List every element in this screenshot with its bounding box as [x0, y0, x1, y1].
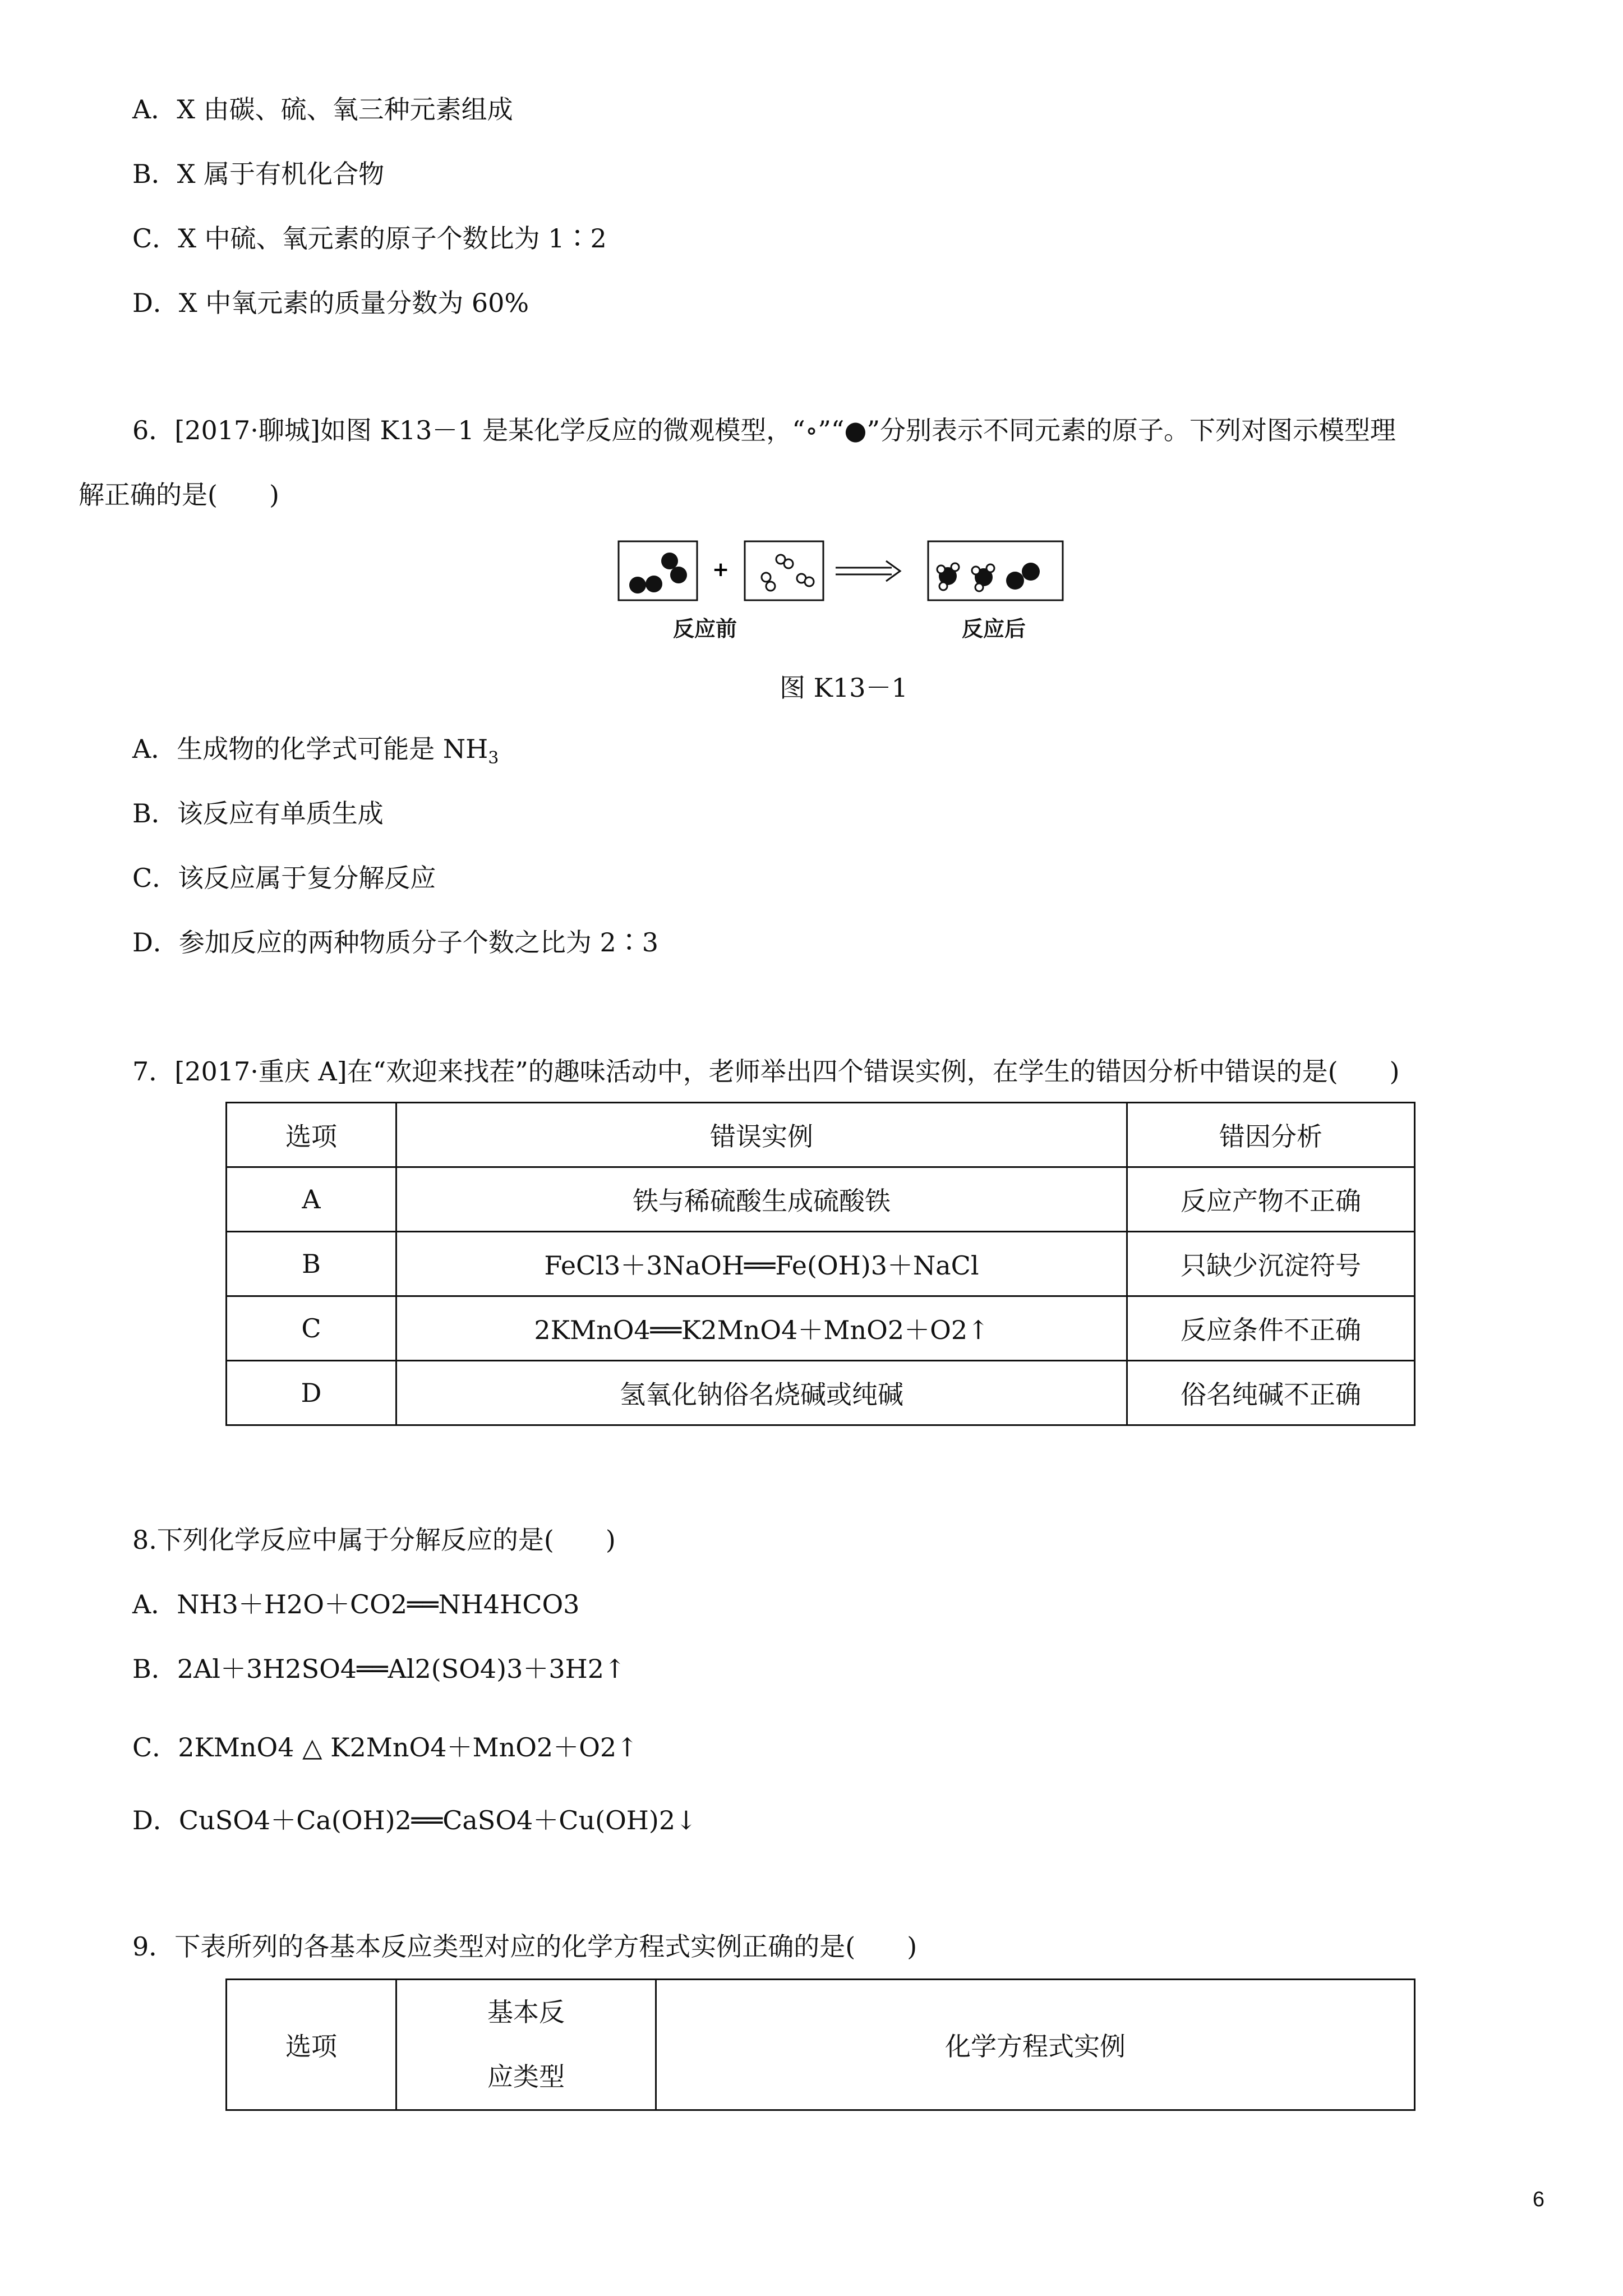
label-before-reaction: 反应前	[673, 616, 737, 641]
light-atom	[762, 573, 771, 582]
header-reaction-type-line1: 基本反	[487, 1997, 565, 2027]
table-header-row	[227, 1103, 1415, 1167]
q6-option-c: C．该反应属于复分解反应	[132, 863, 436, 893]
q5-option-a: A．X 由碳、硫、氧三种元素组成	[132, 94, 513, 125]
header-reason: 错因分析	[1127, 1103, 1415, 1167]
row-option: B	[227, 1232, 396, 1296]
q7-stem: 7．[2017·重庆 A]在“欢迎来找茬”的趣味活动中，老师举出四个错误实例，在学生的错因分析中错误的是( )	[132, 1056, 1400, 1087]
light-atom	[784, 559, 793, 568]
q6-stem-line2: 解正确的是( )	[79, 480, 279, 510]
reactant-box-2	[745, 541, 823, 600]
light-atom	[805, 577, 814, 586]
unreacted-dark-molecule	[1006, 563, 1040, 590]
row-option: D	[227, 1361, 396, 1425]
row-reason: 反应产物不正确	[1127, 1167, 1415, 1232]
reaction-micro-model-diagram	[611, 536, 1116, 648]
header-example: 错误实例	[396, 1103, 1127, 1167]
header-option: 选项	[227, 1980, 396, 2110]
table-row	[227, 1361, 1415, 1425]
q6-stem-line1: 6．[2017·聊城]如图 K13－1 是某化学反应的微观模型，“∘”“●”分别表示不同元素的原子。下列对图示模型理	[132, 415, 1396, 445]
dark-atom	[629, 577, 646, 593]
product-molecule	[937, 563, 959, 590]
page-number: 6	[1532, 2188, 1544, 2211]
table-row	[227, 1232, 1415, 1296]
q6-option-a	[132, 732, 499, 766]
light-atom	[766, 582, 775, 591]
row-example: 铁与稀硫酸生成硫酸铁	[396, 1167, 1127, 1232]
label-after-reaction: 反应后	[962, 616, 1026, 641]
dark-atom	[670, 567, 687, 583]
q9-stem: 9．下表所列的各基本反应类型对应的化学方程式实例正确的是( )	[132, 1931, 917, 1962]
plus-sign: +	[712, 558, 730, 581]
row-option: C	[227, 1296, 396, 1361]
product-molecule	[972, 564, 994, 591]
figure-caption: 图 K13－1	[780, 673, 908, 703]
header-reaction-type-line2: 应类型	[487, 2062, 565, 2092]
q6-option-a-text: A．生成物的化学式可能是 NH	[132, 734, 488, 764]
table-header-row	[227, 1980, 1415, 2110]
q6-option-a-subscript: 3	[488, 748, 499, 768]
q8-option-b: B．2Al＋3H2SO4══Al2(SO4)3＋3H2↑	[132, 1654, 626, 1684]
header-reaction-type	[396, 1980, 656, 2110]
reaction-arrow-icon	[836, 561, 900, 581]
q8-option-d: D．CuSO4＋Ca(OH)2══CaSO4＋Cu(OH)2↓	[132, 1805, 697, 1835]
row-option: A	[227, 1167, 396, 1232]
q8-option-c: C．2KMnO4 △ K2MnO4＋MnO2＋O2↑	[132, 1732, 638, 1763]
q6-option-d: D．参加反应的两种物质分子个数之比为 2∶3	[132, 927, 659, 958]
row-example: FeCl3＋3NaOH══Fe(OH)3＋NaCl	[396, 1232, 1127, 1296]
header-option: 选项	[227, 1103, 396, 1167]
q5-option-c: C．X 中硫、氧元素的原子个数比为 1∶2	[132, 223, 607, 254]
row-reason: 俗名纯碱不正确	[1127, 1361, 1415, 1425]
q9-table	[225, 1978, 1415, 2111]
q6-option-b: B．该反应有单质生成	[132, 798, 384, 829]
q7-table	[225, 1102, 1415, 1426]
row-example: 氢氧化钠俗名烧碱或纯碱	[396, 1361, 1127, 1425]
dark-atom	[645, 576, 662, 592]
q8-option-a: A．NH3＋H2O＋CO2══NH4HCO3	[132, 1589, 580, 1619]
row-example: 2KMnO4══K2MnO4＋MnO2＋O2↑	[396, 1296, 1127, 1361]
row-reason: 反应条件不正确	[1127, 1296, 1415, 1361]
row-reason: 只缺少沉淀符号	[1127, 1232, 1415, 1296]
q5-option-b: B．X 属于有机化合物	[132, 159, 385, 189]
header-equation-example: 化学方程式实例	[656, 1980, 1415, 2110]
table-row	[227, 1167, 1415, 1232]
table-row	[227, 1296, 1415, 1361]
q8-stem: 8.下列化学反应中属于分解反应的是( )	[132, 1525, 616, 1555]
q5-option-d: D．X 中氧元素的质量分数为 60%	[132, 288, 529, 318]
dark-atom	[661, 553, 678, 569]
